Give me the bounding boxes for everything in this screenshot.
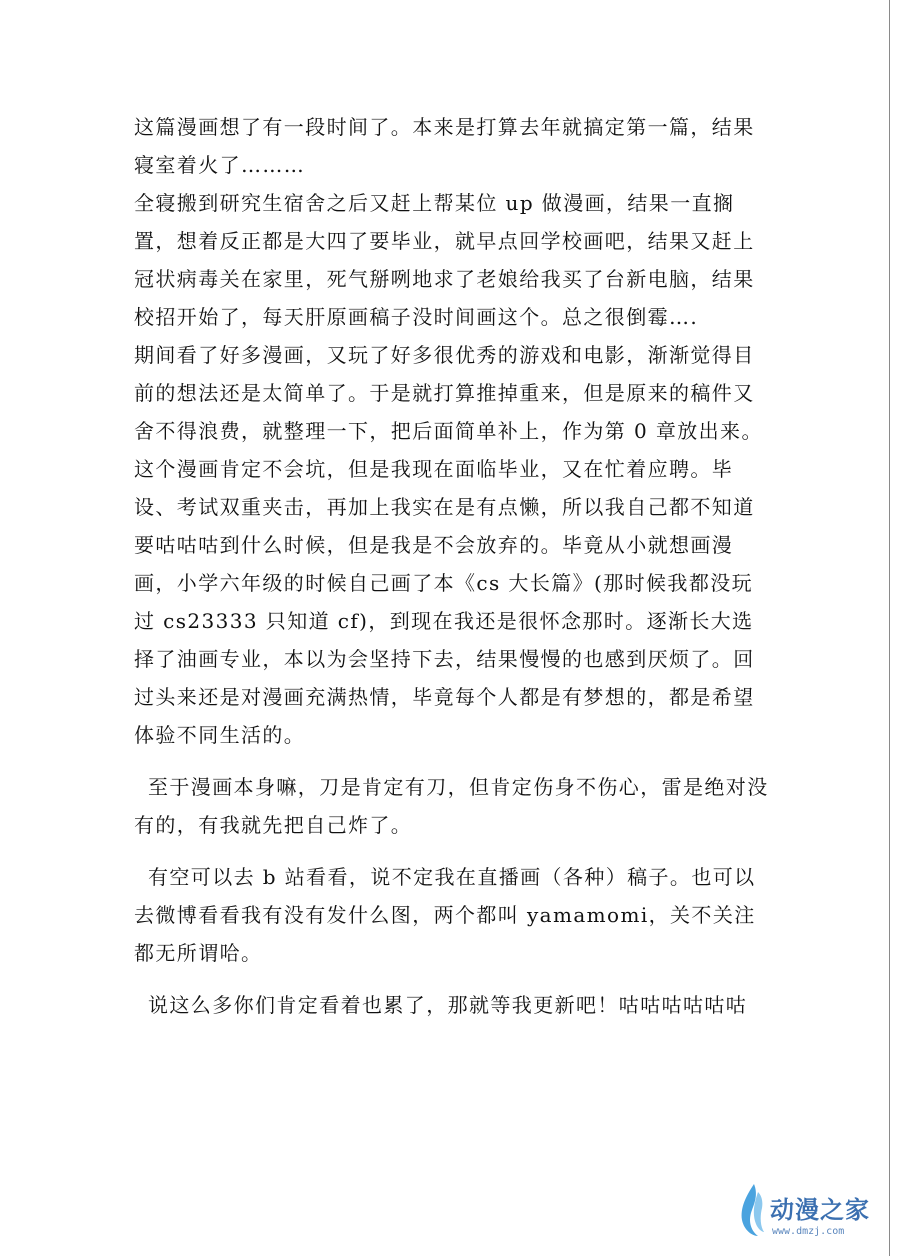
paragraph-5: 至于漫画本身嘛，刀是肯定有刀，但肯定伤身不伤心，雷是绝对没有的，有我就先把自己炸了。	[134, 775, 769, 837]
water-drop-logo-icon	[736, 1182, 766, 1238]
site-watermark	[736, 1182, 886, 1246]
page-edge-line	[889, 0, 890, 1256]
document-body	[134, 108, 774, 1024]
paragraph-6: 有空可以去 b 站看看，说不定我在直播画（各种）稿子。也可以去微博看看我有没有发什么图，两个都叫 yamamomi，关不关注都无所谓哈。	[134, 865, 756, 965]
paragraph-7: 说这么多你们肯定看着也累了，那就等我更新吧！咕咕咕咕咕咕	[148, 993, 748, 1017]
paragraph-4: 这个漫画肯定不会坑，但是我现在面临毕业，又在忙着应聘。毕设、考试双重夹击，再加上我实在是有点懒，所以我自己都不知道要咕咕咕到什么时候，但是我是不会放弃的。毕竟从小就想画漫画，小学六年级的时候自己画了本《cs 大长篇》(那时候我都没玩过 cs23333 只知道 cf)，到现在我还是很怀念那时。逐渐长大选择了油画专业，本以为会坚持下去，结果慢慢的也感到厌烦了。回过头来还是对漫画充满热情，毕竟每个人都是有梦想的，都是希望体验不同生活的。	[134, 457, 755, 747]
paragraph-3: 期间看了好多漫画，又玩了好多很优秀的游戏和电影，渐渐觉得目前的想法还是太简单了。于是就打算推掉重来，但是原来的稿件又舍不得浪费，就整理一下，把后面简单补上，作为第 0 章放出来。	[134, 343, 763, 443]
watermark-url: www.dmzj.com	[772, 1226, 845, 1237]
paragraph-2: 全寝搬到研究生宿舍之后又赶上帮某位 up 做漫画，结果一直搁置，想着反正都是大四了要毕业，就早点回学校画吧，结果又赶上冠状病毒关在家里，死气掰咧地求了老娘给我买了台新电脑，结果校招开始了，每天肝原画稿子没时间画这个。总之很倒霉….	[134, 191, 755, 329]
paragraph-1: 这篇漫画想了有一段时间了。本来是打算去年就搞定第一篇，结果寝室着火了………	[134, 115, 755, 177]
watermark-title: 动漫之家	[770, 1196, 870, 1224]
